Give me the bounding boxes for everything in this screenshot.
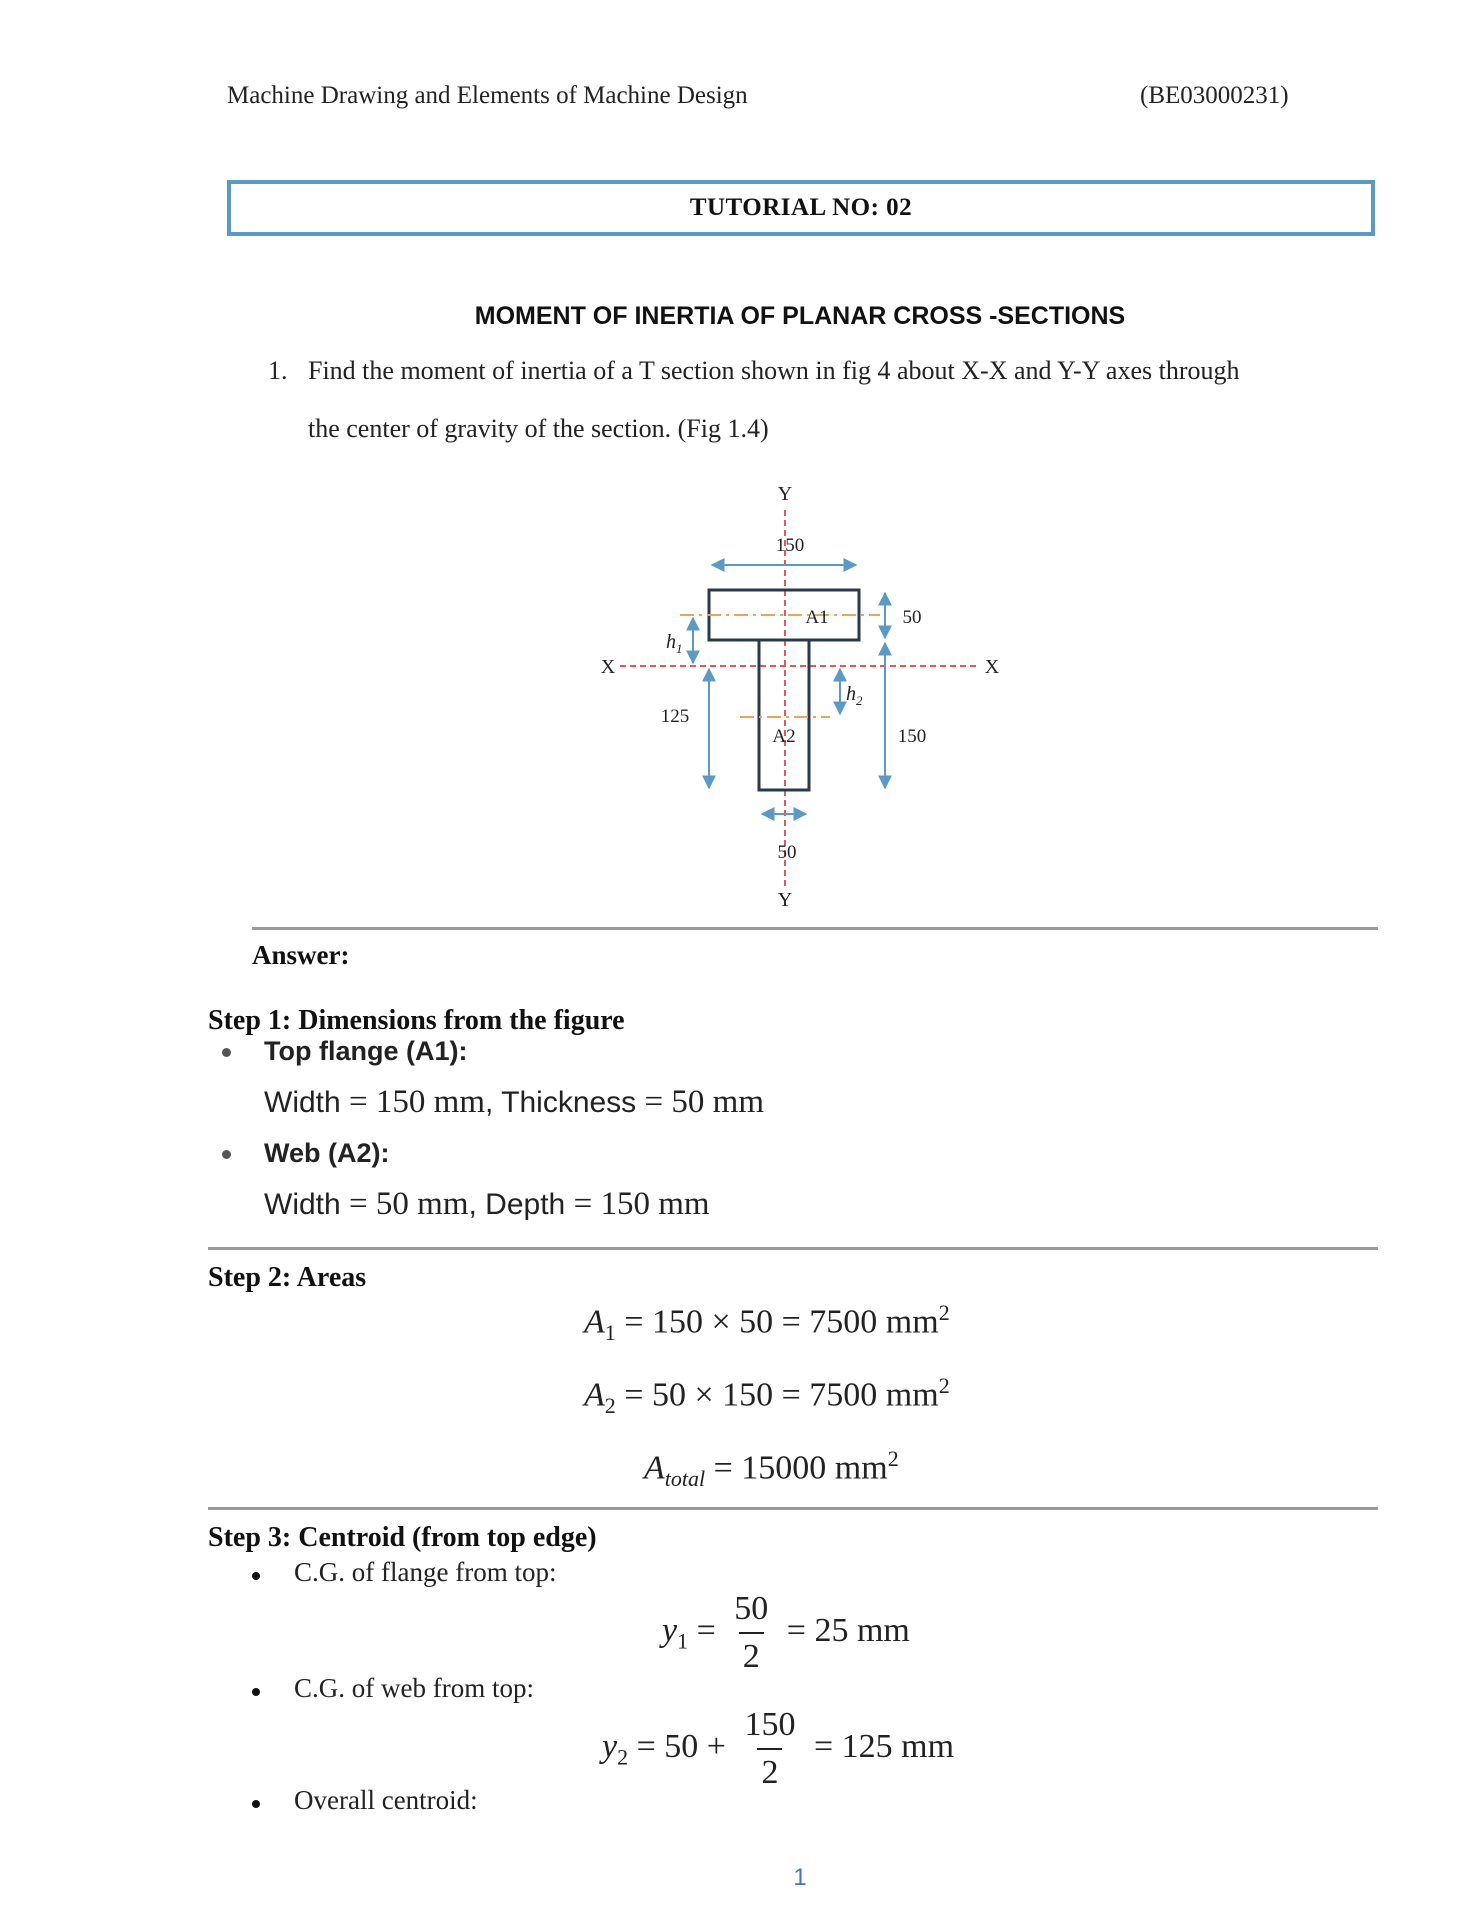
step1-title: Step 1: Dimensions from the figure [208,1005,625,1036]
label-a2: A2 [772,726,796,747]
dim-flange-thick-label: 50 [902,607,922,628]
bullet-dot [222,1048,231,1057]
label-h1: $h_1$ [666,631,683,656]
dim-web-height-label: 150 [897,726,927,747]
course-title: Machine Drawing and Elements of Machine Design [227,82,748,109]
y-label-bottom: Y [777,889,793,910]
web-dims: Width = 50 mm, Depth = 150 mm [264,1186,710,1222]
label-a1: A1 [805,607,829,628]
y-label-top: Y [777,483,793,505]
flange-width-value: 150 mm [375,1084,485,1120]
tutorial-box [227,180,1375,236]
question-line-2: the center of gravity of the section. (Fig 1.4) [308,414,769,443]
step2-title: Step 2: Areas [208,1262,367,1293]
bullet-dot [252,1800,260,1808]
web-heading: Web (A2): [264,1138,390,1168]
overall-centroid-label: Overall centroid: [294,1785,478,1815]
flange-width-label: Width [264,1086,341,1119]
course-code: (BE03000231) [1140,82,1289,109]
area-eq-2: $A_2 = 50 \times 150 = 7500$ $mm^2$ [584,1373,950,1419]
dim-flange-width-label: 150 [775,535,805,556]
web-width-value: 50 mm [375,1186,469,1222]
bullet-dot [252,1688,260,1696]
centroid-eq-y1: $y_1$ = $\frac{50}{2}$ = 25 mm [662,1590,910,1675]
step3-title: Step 3: Centroid (from top edge) [208,1522,597,1553]
area-eq-total: $A_{total} = 15000$ $mm^2$ [644,1446,899,1492]
flange-heading: Top flange (A1): [264,1036,468,1066]
label-h2: $h_2$ [846,683,863,708]
web-width-label: Width [264,1188,341,1221]
flange-cg-label: C.G. of flange from top: [294,1557,557,1587]
divider-figure [252,927,1378,930]
web-depth-label: Depth [485,1188,566,1221]
web-depth-value: 150 mm [600,1186,710,1222]
dim-web-width-label: 50 [777,842,797,863]
web-cg-label: C.G. of web from top: [294,1673,534,1703]
answer-label: Answer: [252,940,350,970]
flange-dims: Width = 150 mm, Thickness = 50 mm [264,1084,764,1120]
t-section-figure [590,470,1010,910]
tutorial-title: TUTORIAL NO: 02 [689,194,913,221]
question-number: 1. [268,356,288,385]
flange-thick-label: Thickness [501,1086,637,1119]
centroid-eq-y2: $y_2 = 50$ + $\frac{150}{2}$ = 125 mm [602,1706,955,1791]
page-number: 1 [793,1864,807,1891]
question-line-1: Find the moment of inertia of a T section shown in fig 4 about X-X and Y-Y axes through [308,356,1240,385]
bullet-dot [222,1150,231,1159]
dim-125-label: 125 [660,706,690,727]
divider-step1 [208,1247,1378,1250]
flange-thick-value: 50 mm [671,1084,764,1120]
x-label-left: X [600,656,616,678]
x-label-right: X [984,656,1000,678]
area-eq-1: $A_1 = 150 \times 50 = 7500$ $mm^2$ [584,1300,950,1346]
bullet-dot [252,1572,260,1580]
section-title: MOMENT OF INERTIA OF PLANAR CROSS -SECTIONS [474,302,1126,330]
divider-step2 [208,1507,1378,1510]
